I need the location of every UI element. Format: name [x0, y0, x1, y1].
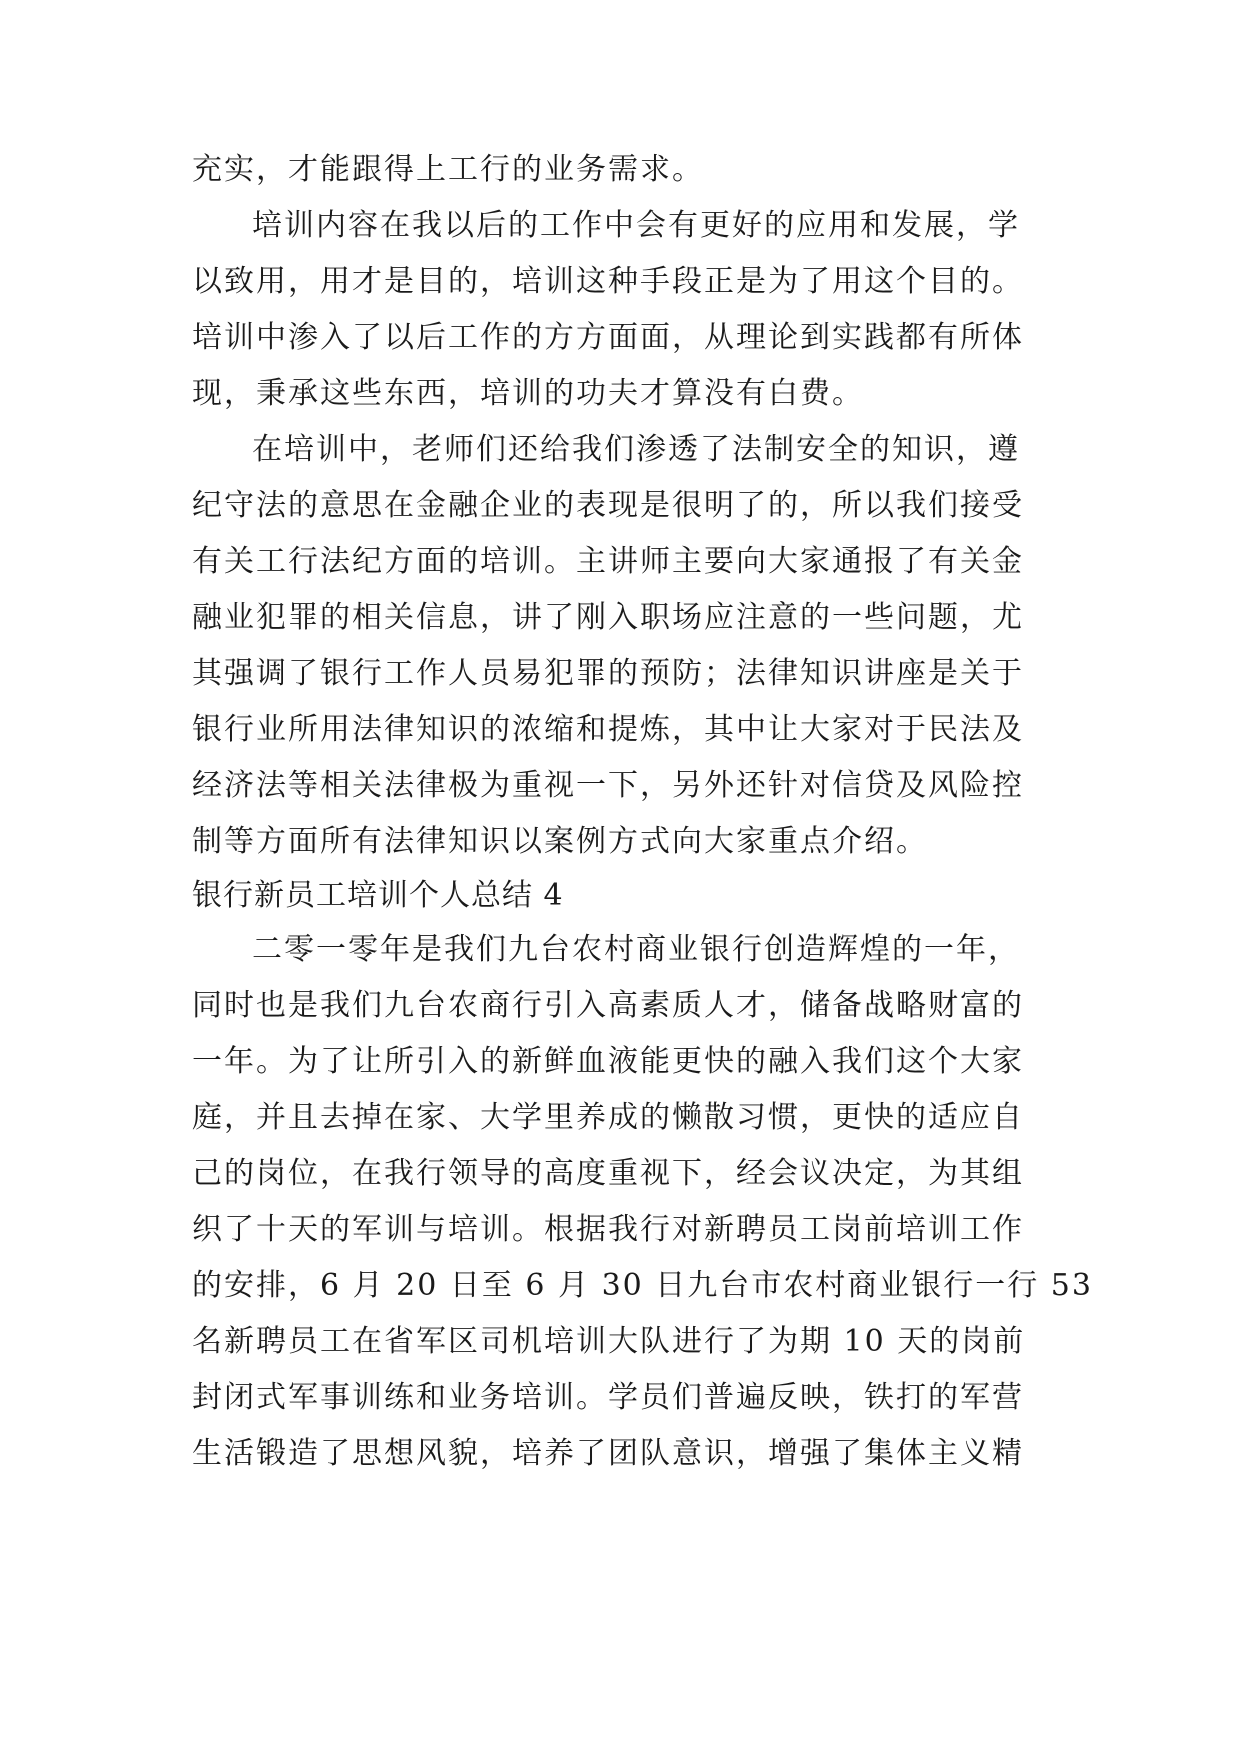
paragraph-line: 其强调了银行工作人员易犯罪的预防；法律知识讲座是关于	[192, 656, 1024, 691]
paragraph-line: 庭，并且去掉在家、大学里养成的懒散习惯，更快的适应自	[192, 1100, 1024, 1135]
paragraph-line: 制等方面所有法律知识以案例方式向大家重点介绍。	[192, 824, 928, 859]
paragraph-line: 己的岗位，在我行领导的高度重视下，经会议决定，为其组	[192, 1156, 1024, 1191]
paragraph-line: 银行业所用法律知识的浓缩和提炼，其中让大家对于民法及	[192, 712, 1024, 747]
paragraph-line: 名新聘员工在省军区司机培训大队进行了为期 10 天的岗前	[192, 1324, 1026, 1359]
paragraph-line: 经济法等相关法律极为重视一下，另外还针对信贷及风险控	[192, 768, 1024, 803]
paragraph-line: 以致用，用才是目的，培训这种手段正是为了用这个目的。	[192, 264, 1024, 299]
paragraph-line: 纪守法的意思在金融企业的表现是很明了的，所以我们接受	[192, 488, 1024, 523]
section-heading: 银行新员工培训个人总结 4	[192, 878, 564, 913]
paragraph-line: 在培训中，老师们还给我们渗透了法制安全的知识，遵	[252, 432, 1020, 467]
paragraph-line: 融业犯罪的相关信息，讲了刚入职场应注意的一些问题，尤	[192, 600, 1024, 635]
paragraph-line: 一年。为了让所引入的新鲜血液能更快的融入我们这个大家	[192, 1044, 1024, 1079]
paragraph-line: 织了十天的军训与培训。根据我行对新聘员工岗前培训工作	[192, 1212, 1024, 1247]
paragraph-line: 现，秉承这些东西，培训的功夫才算没有白费。	[192, 376, 864, 411]
paragraph-line: 的安排，6 月 20 日至 6 月 30 日九台市农村商业银行一行 53	[192, 1268, 1093, 1303]
paragraph-line: 培训中渗入了以后工作的方方面面，从理论到实践都有所体	[192, 320, 1024, 355]
paragraph-line: 二零一零年是我们九台农村商业银行创造辉煌的一年，	[252, 932, 1020, 967]
paragraph-line: 封闭式军事训练和业务培训。学员们普遍反映，铁打的军营	[192, 1380, 1024, 1415]
paragraph-line: 生活锻造了思想风貌，培养了团队意识，增强了集体主义精	[192, 1436, 1024, 1471]
paragraph-line: 有关工行法纪方面的培训。主讲师主要向大家通报了有关金	[192, 544, 1024, 579]
paragraph-line: 充实，才能跟得上工行的业务需求。	[192, 152, 704, 187]
paragraph-line: 培训内容在我以后的工作中会有更好的应用和发展，学	[252, 208, 1020, 243]
paragraph-line: 同时也是我们九台农商行引入高素质人才，储备战略财富的	[192, 988, 1024, 1023]
